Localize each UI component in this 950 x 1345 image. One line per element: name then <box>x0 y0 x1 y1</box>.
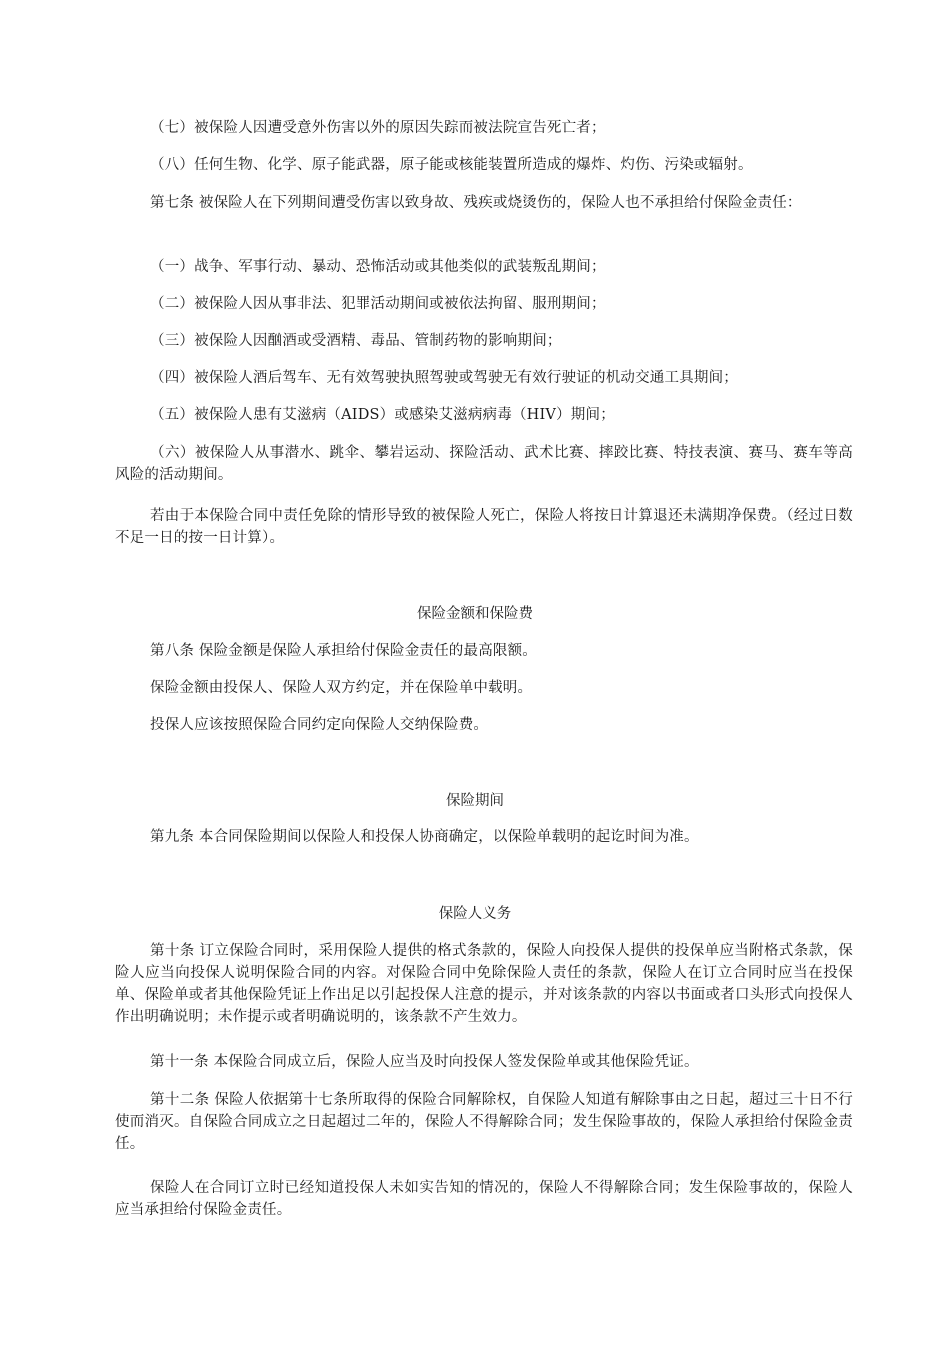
article-7-item-3: （三）被保险人因酗酒或受酒精、毒品、管制药物的影响期间； <box>150 333 562 349</box>
exclusion-item-8: （八）任何生物、化学、原子能武器，原子能或核能装置所造成的爆炸、灼伤、污染或辐射。 <box>150 157 753 173</box>
section-heading-period: 保险期间 <box>446 793 504 809</box>
article-12-paragraph-2: 保险人在合同订立时已经知道投保人未如实告知的情况的，保险人不得解除合同；发生保险事故的，保险人应当承担给付保险金责任。 <box>115 1180 853 1218</box>
exclusion-item-7: （七）被保险人因遭受意外伤害以外的原因失踪而被法院宣告死亡者； <box>150 120 606 136</box>
article-8: 第八条 保险金额是保险人承担给付保险金责任的最高限额。 <box>150 643 538 659</box>
article-9: 第九条 本合同保险期间以保险人和投保人协商确定，以保险单载明的起讫时间为准。 <box>150 829 699 845</box>
refund-clause: 若由于本保险合同中责任免除的情形导致的被保险人死亡，保险人将按日计算退还未满期净保费。（经过日数不足一日的按一日计算）。 <box>115 508 853 546</box>
section-heading-amount: 保险金额和保险费 <box>417 606 533 622</box>
amount-agreement: 保险金额由投保人、保险人双方约定，并在保险单中载明。 <box>150 680 533 696</box>
article-7-item-6: （六）被保险人从事潜水、跳伞、攀岩运动、探险活动、武术比赛、摔跤比赛、特技表演、赛马、赛车等高风险的活动期间。 <box>115 445 853 483</box>
article-7-item-1: （一）战争、军事行动、暴动、恐怖活动或其他类似的武装叛乱期间； <box>150 259 606 275</box>
article-11: 第十一条 本保险合同成立后，保险人应当及时向投保人签发保险单或其他保险凭证。 <box>150 1054 699 1070</box>
article-7-item-2: （二）被保险人因从事非法、犯罪活动期间或被依法拘留、服刑期间； <box>150 296 606 312</box>
article-7-item-4: （四）被保险人酒后驾车、无有效驾驶执照驾驶或驾驶无有效行驶证的机动交通工具期间； <box>150 370 738 386</box>
article-7: 第七条 被保险人在下列期间遭受伤害以致身故、残疾或烧烫伤的，保险人也不承担给付保险金责任： <box>150 195 802 211</box>
section-heading-duties: 保险人义务 <box>438 906 512 922</box>
article-12: 第十二条 保险人依据第十七条所取得的保险合同解除权，自保险人知道有解除事由之日起，超过三十日不行使而消灭。自保险合同成立之日起超过二年的，保险人不得解除合同；发生保险事故的，保险人承担给付保险金责任。 <box>115 1092 853 1152</box>
article-7-item-5: （五）被保险人患有艾滋病（AIDS）或感染艾滋病病毒（HIV）期间； <box>150 407 615 423</box>
article-10: 第十条 订立保险合同时，采用保险人提供的格式条款的，保险人向投保人提供的投保单应当附格式条款，保险人应当向投保人说明保险合同的内容。对保险合同中免除保险人责任的条款，保险人在订立合同时应当在投保单、保险单或者其他保险凭证上作出足以引起投保人注意的提示，并对该条款的内容以书面或者口头形式向投保人作出明确说明；未作提示或者明确说明的，该条款不产生效力。 <box>115 943 853 1025</box>
premium-payment: 投保人应该按照保险合同约定向保险人交纳保险费。 <box>150 717 489 733</box>
